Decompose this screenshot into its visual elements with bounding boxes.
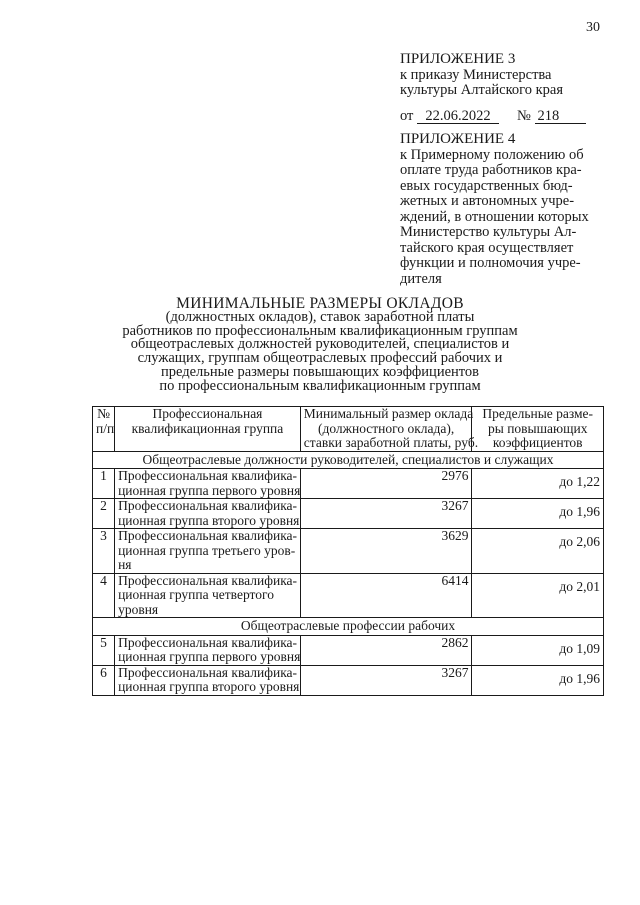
row-num: 3 <box>93 529 115 574</box>
document-subtitle-line: предельные размеры повышающих коэффициентов <box>160 363 480 380</box>
row-salary: 6414 <box>300 573 472 618</box>
row-coef: до 2,01 <box>472 573 604 618</box>
document-subtitle-line: служащих, группам общеотраслевых профессий рабочих и <box>137 350 503 367</box>
row-group-name: Профессиональная квалифика- ционная группа третьего уров- ня <box>115 529 301 574</box>
row-num: 1 <box>93 469 115 499</box>
header-num: № п/п <box>93 407 115 452</box>
appendix-3-line: культуры Алтайского края <box>400 82 564 98</box>
appendix-4-line: евых государственных бюд- <box>400 177 573 194</box>
row-group-name: Профессиональная квалифика- ционная группа четвертого уровня <box>115 573 301 618</box>
appendix-3-title: ПРИЛОЖЕНИЕ 3 <box>400 51 516 67</box>
row-group-name: Профессиональная квалифика- ционная группа первого уровня <box>115 635 301 665</box>
appendix-4-line: жетных и автономных учре- <box>400 193 575 209</box>
row-coef: до 1,22 <box>472 469 604 499</box>
number-label: № <box>517 107 531 124</box>
appendix-4-line: дителя <box>400 270 442 287</box>
appendix-3-line: к приказу Министерства <box>400 66 552 83</box>
row-coef: до 1,96 <box>472 499 604 529</box>
row-num: 2 <box>93 499 115 529</box>
row-salary: 3267 <box>300 499 472 529</box>
table-header-row <box>93 407 604 452</box>
table-row <box>93 499 604 529</box>
document-subtitle-line: по профессиональным квалификационным группам <box>159 377 481 394</box>
document-main-title: МИНИМАЛЬНЫЕ РАЗМЕРЫ ОКЛАДОВ <box>176 295 464 312</box>
appendix-4-line: к Примерному положению об <box>400 146 584 163</box>
appendix-4-line: Министерство культуры Ал- <box>400 224 577 240</box>
row-num: 6 <box>93 665 115 695</box>
document-subtitle-line: (должностных окладов), ставок заработной платы <box>165 308 475 325</box>
order-number: 218 <box>535 109 586 124</box>
table-row <box>93 573 604 618</box>
table-row <box>93 469 604 499</box>
page-number: 30 <box>586 20 600 35</box>
row-coef: до 1,96 <box>472 665 604 695</box>
appendix-4-block <box>400 132 600 287</box>
from-label: от <box>400 107 414 124</box>
row-group-name: Профессиональная квалифика- ционная группа первого уровня <box>115 469 301 499</box>
appendix-3-block <box>400 52 600 124</box>
row-num: 4 <box>93 573 115 618</box>
row-group-name: Профессиональная квалифика- ционная группа второго уровня <box>115 499 301 529</box>
document-subtitle-line: общеотраслевых должностей руководителей, специалистов и <box>130 336 510 353</box>
header-group: Профессиональная квалификационная группа <box>115 407 301 452</box>
row-salary: 2862 <box>300 635 472 665</box>
appendix-4-line: тайского края осуществляет <box>400 239 574 256</box>
section-row <box>93 451 604 469</box>
order-reference <box>400 109 600 125</box>
row-salary: 2976 <box>300 469 472 499</box>
row-salary: 3629 <box>300 529 472 574</box>
appendix-4-title: ПРИЛОЖЕНИЕ 4 <box>400 131 516 147</box>
appendix-4-line: ждений, в отношении которых <box>400 208 589 225</box>
salary-table <box>92 406 604 696</box>
row-salary: 3267 <box>300 665 472 695</box>
document-subtitle-line: работников по профессиональным квалификационным группам <box>122 322 518 339</box>
row-group-name: Профессиональная квалифика- ционная группа второго уровня <box>115 665 301 695</box>
table-row <box>93 665 604 695</box>
row-coef: до 1,09 <box>472 635 604 665</box>
header-salary: Минимальный размер оклада (должностного оклада), ставки заработной платы, руб. <box>300 407 472 452</box>
table-row <box>93 529 604 574</box>
section-heading: Общеотраслевые профессии рабочих <box>93 618 604 636</box>
row-coef: до 2,06 <box>472 529 604 574</box>
appendix-4-line: оплате труда работников кра- <box>400 162 582 178</box>
document-title <box>0 297 640 394</box>
row-num: 5 <box>93 635 115 665</box>
section-heading: Общеотраслевые должности руководителей, специалистов и служащих <box>93 451 604 469</box>
appendix-4-line: функции и полномочия учре- <box>400 255 581 271</box>
section-row <box>93 618 604 636</box>
order-date: 22.06.2022 <box>417 109 499 124</box>
header-coef: Предельные разме- ры повышающих коэффициентов <box>472 407 604 452</box>
table-row <box>93 635 604 665</box>
